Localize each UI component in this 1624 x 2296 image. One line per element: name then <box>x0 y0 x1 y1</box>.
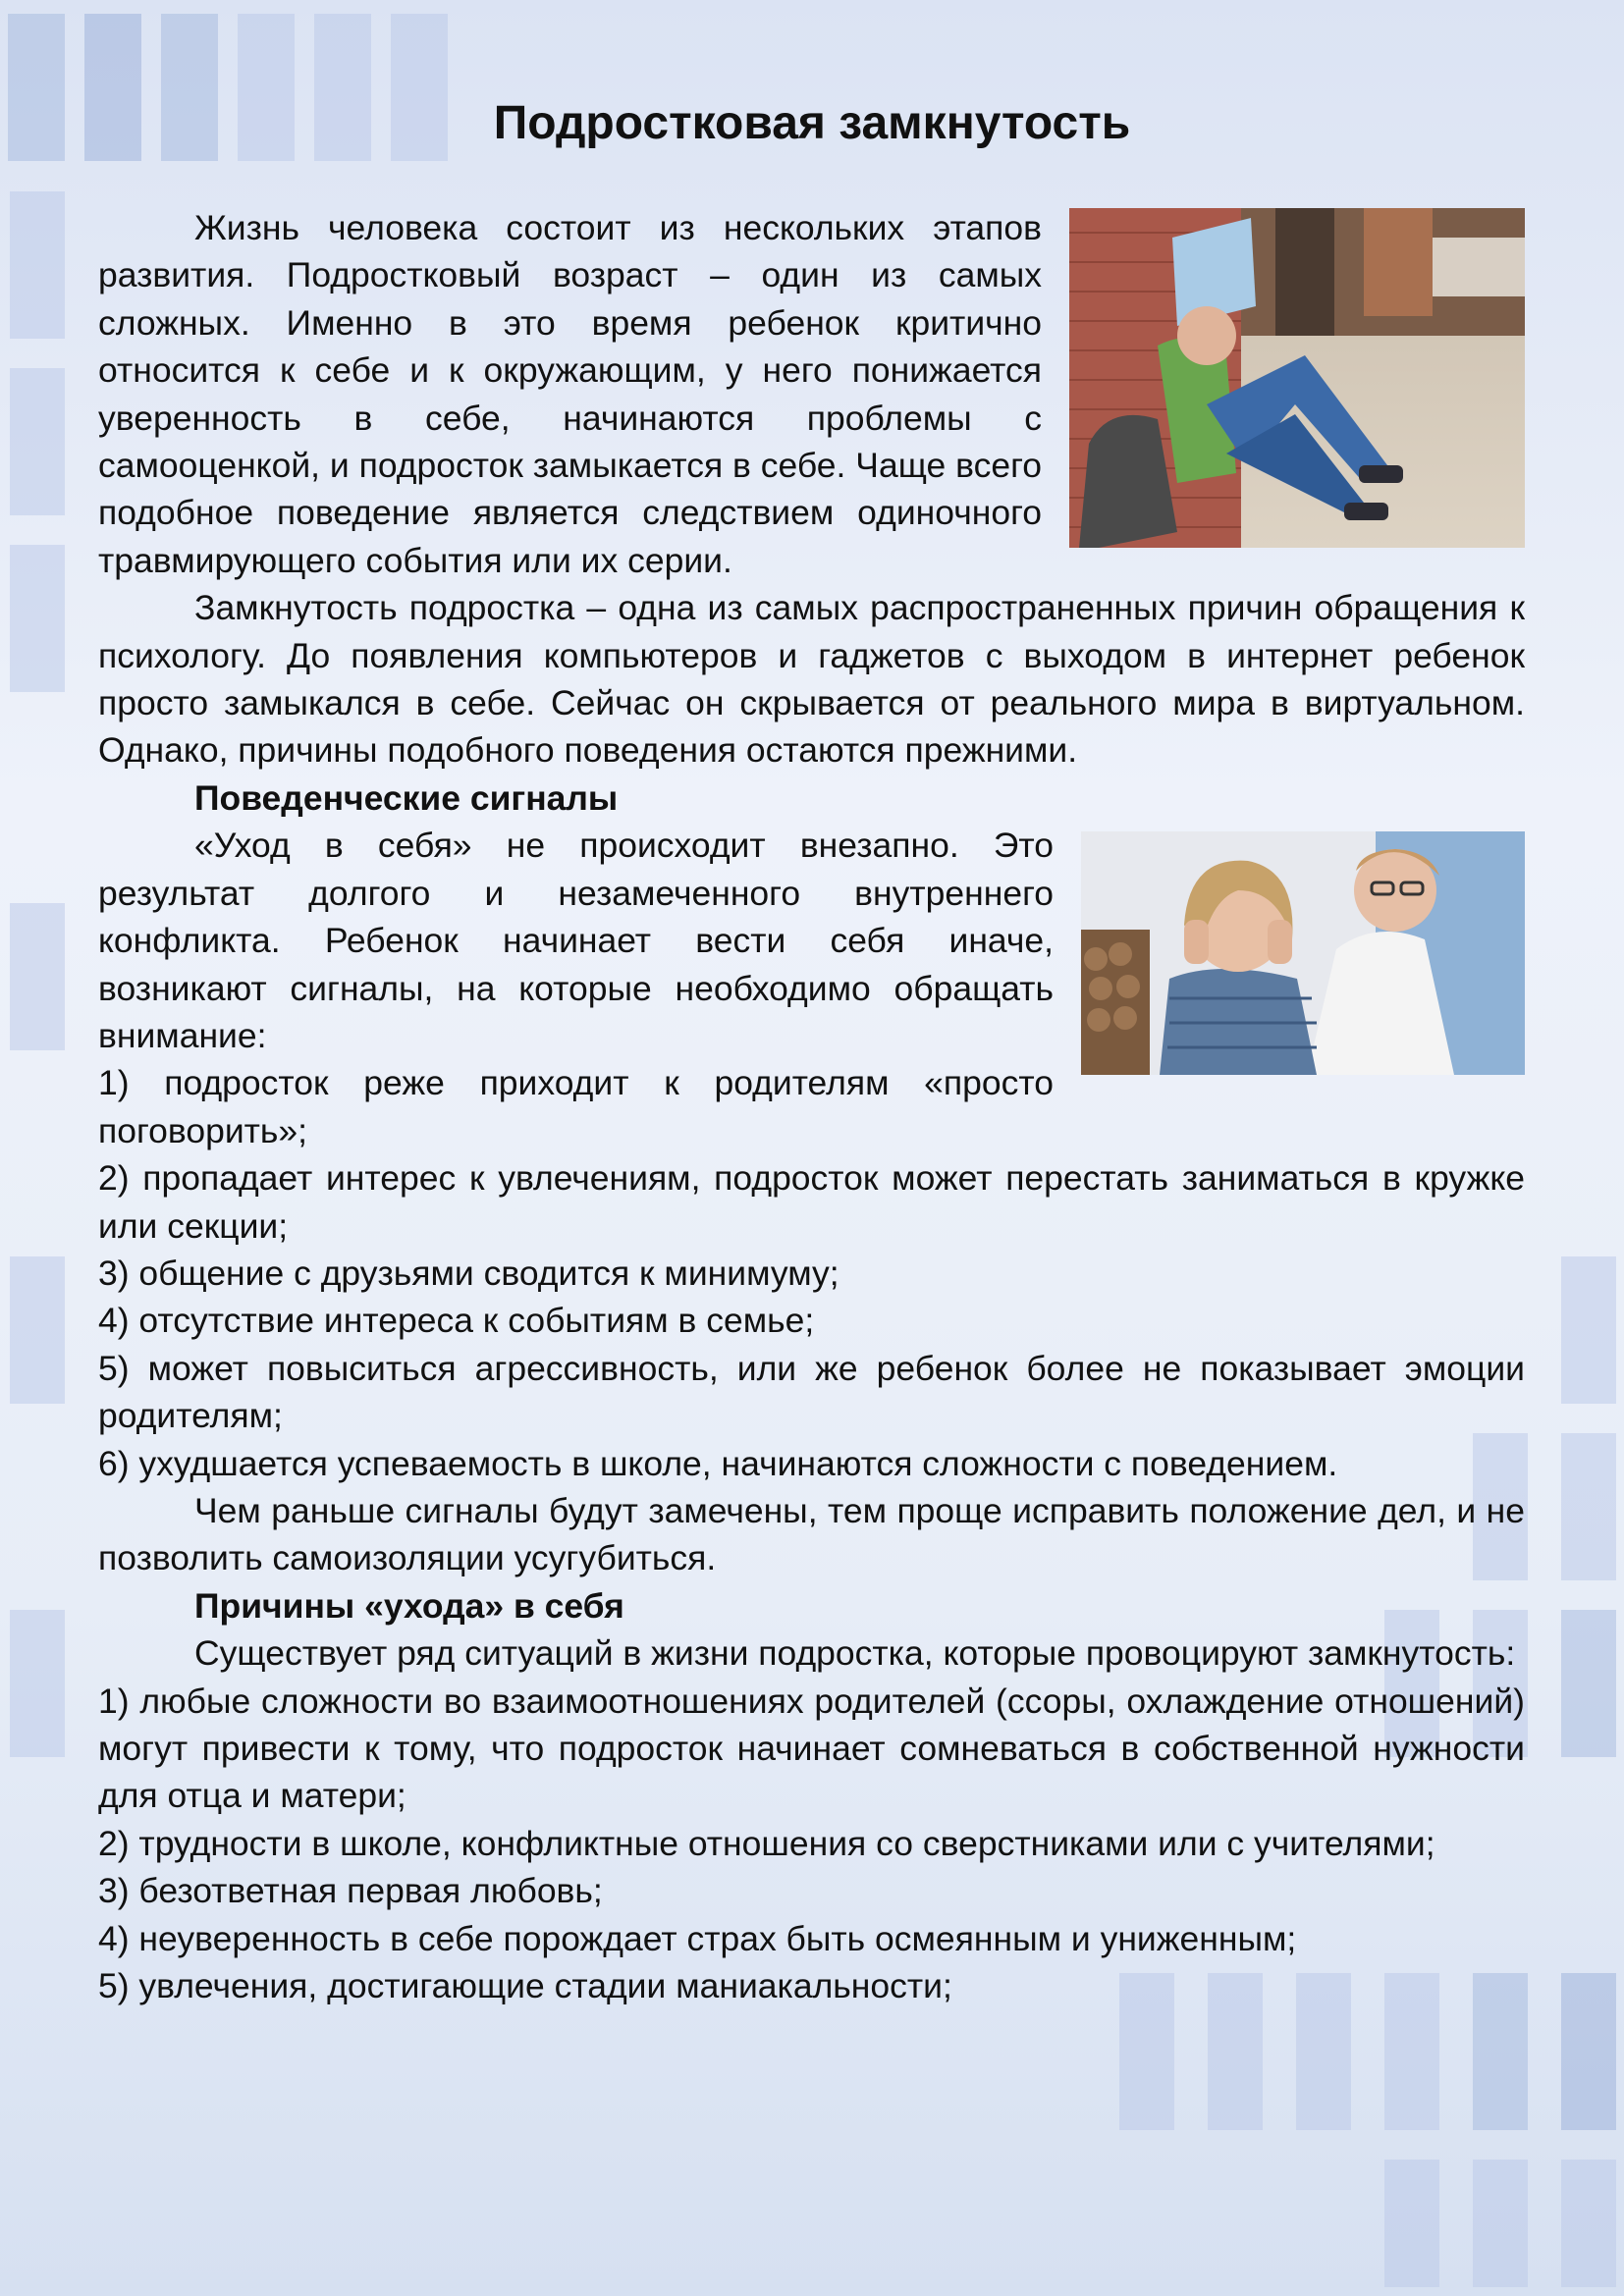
heading-causes: Причины «ухода» в себя <box>194 1585 624 1626</box>
causes-list-item: 1) любые сложности во взаимоотношениях родителей (ссоры, охлаждение отношений) могут привести к тому, что подросток начинает сомневаться в собственной нужности для отца и матери; <box>98 1681 1525 1816</box>
paragraph-intro: Жизнь человека состоит из нескольких этапов развития. Подростковый возраст – один из самых сложных. Именно в это время ребенок критично относится к себе и к окружающим, у него понижается уверенность в себе, начинаются проблемы с самооценкой, и подросток замыкается в себе. Чаще всего подобное поведение является следствием одиночного травмирующего события или их серии. <box>98 208 1042 580</box>
signals-list-item: 1) подросток реже приходит к родителям «просто поговорить»; <box>98 1063 1054 1150</box>
page-title: Подростковая замкнутость <box>493 97 1131 149</box>
signals-list-item: 3) общение с друзьями сводится к минимуму; <box>98 1253 839 1293</box>
signals-list-item: 2) пропадает интерес к увлечениям, подросток может перестать заниматься в кружке или секции; <box>98 1158 1525 1246</box>
signals-list-item: 5) может повыситься агрессивность, или же ребенок более не показывает эмоции родителям; <box>98 1348 1525 1436</box>
paragraph-withdrawal: «Уход в себя» не происходит внезапно. Это результат долгого и незамеченного внутреннего конфликта. Ребенок начинает вести себя иначе, возникают сигналы, на которые необходимо обращать внимание: <box>98 826 1054 1055</box>
causes-list-item: 3) безответная первая любовь; <box>98 1871 603 1911</box>
signals-list-item: 4) отсутствие интереса к событиям в семье; <box>98 1301 815 1341</box>
causes-list-item: 4) неуверенность в себе порождает страх быть осмеянным и униженным; <box>98 1918 1297 1958</box>
photo-teen-covering-ears <box>1081 831 1525 1075</box>
causes-list-item: 5) увлечения, достигающие стадии маниакальности; <box>98 1966 952 2006</box>
paragraph-situations: Существует ряд ситуаций в жизни подростка, которые провоцируют замкнутость: <box>194 1633 1516 1674</box>
paragraph-psychologist: Замкнутость подростка – одна из самых распространенных причин обращения к психологу. До появления компьютеров и гаджетов с выходом в интернет ребенок просто замыкался в себе. Сейчас он скрывается от реального мира в виртуальном. Однако, причины подобного поведения остаются прежними. <box>98 588 1525 771</box>
signals-list-item: 6) ухудшается успеваемость в школе, начинаются сложности с поведением. <box>98 1443 1338 1483</box>
photo-teen-against-wall <box>1069 208 1525 548</box>
paragraph-early-signals: Чем раньше сигналы будут замечены, тем проще исправить положение дел, и не позволить самоизоляции усугубиться. <box>98 1490 1525 1578</box>
causes-list-item: 2) трудности в школе, конфликтные отношения со сверстниками или с учителями; <box>98 1823 1435 1863</box>
article-body <box>98 204 1525 2009</box>
heading-behavioral-signals: Поведенческие сигналы <box>194 777 619 818</box>
